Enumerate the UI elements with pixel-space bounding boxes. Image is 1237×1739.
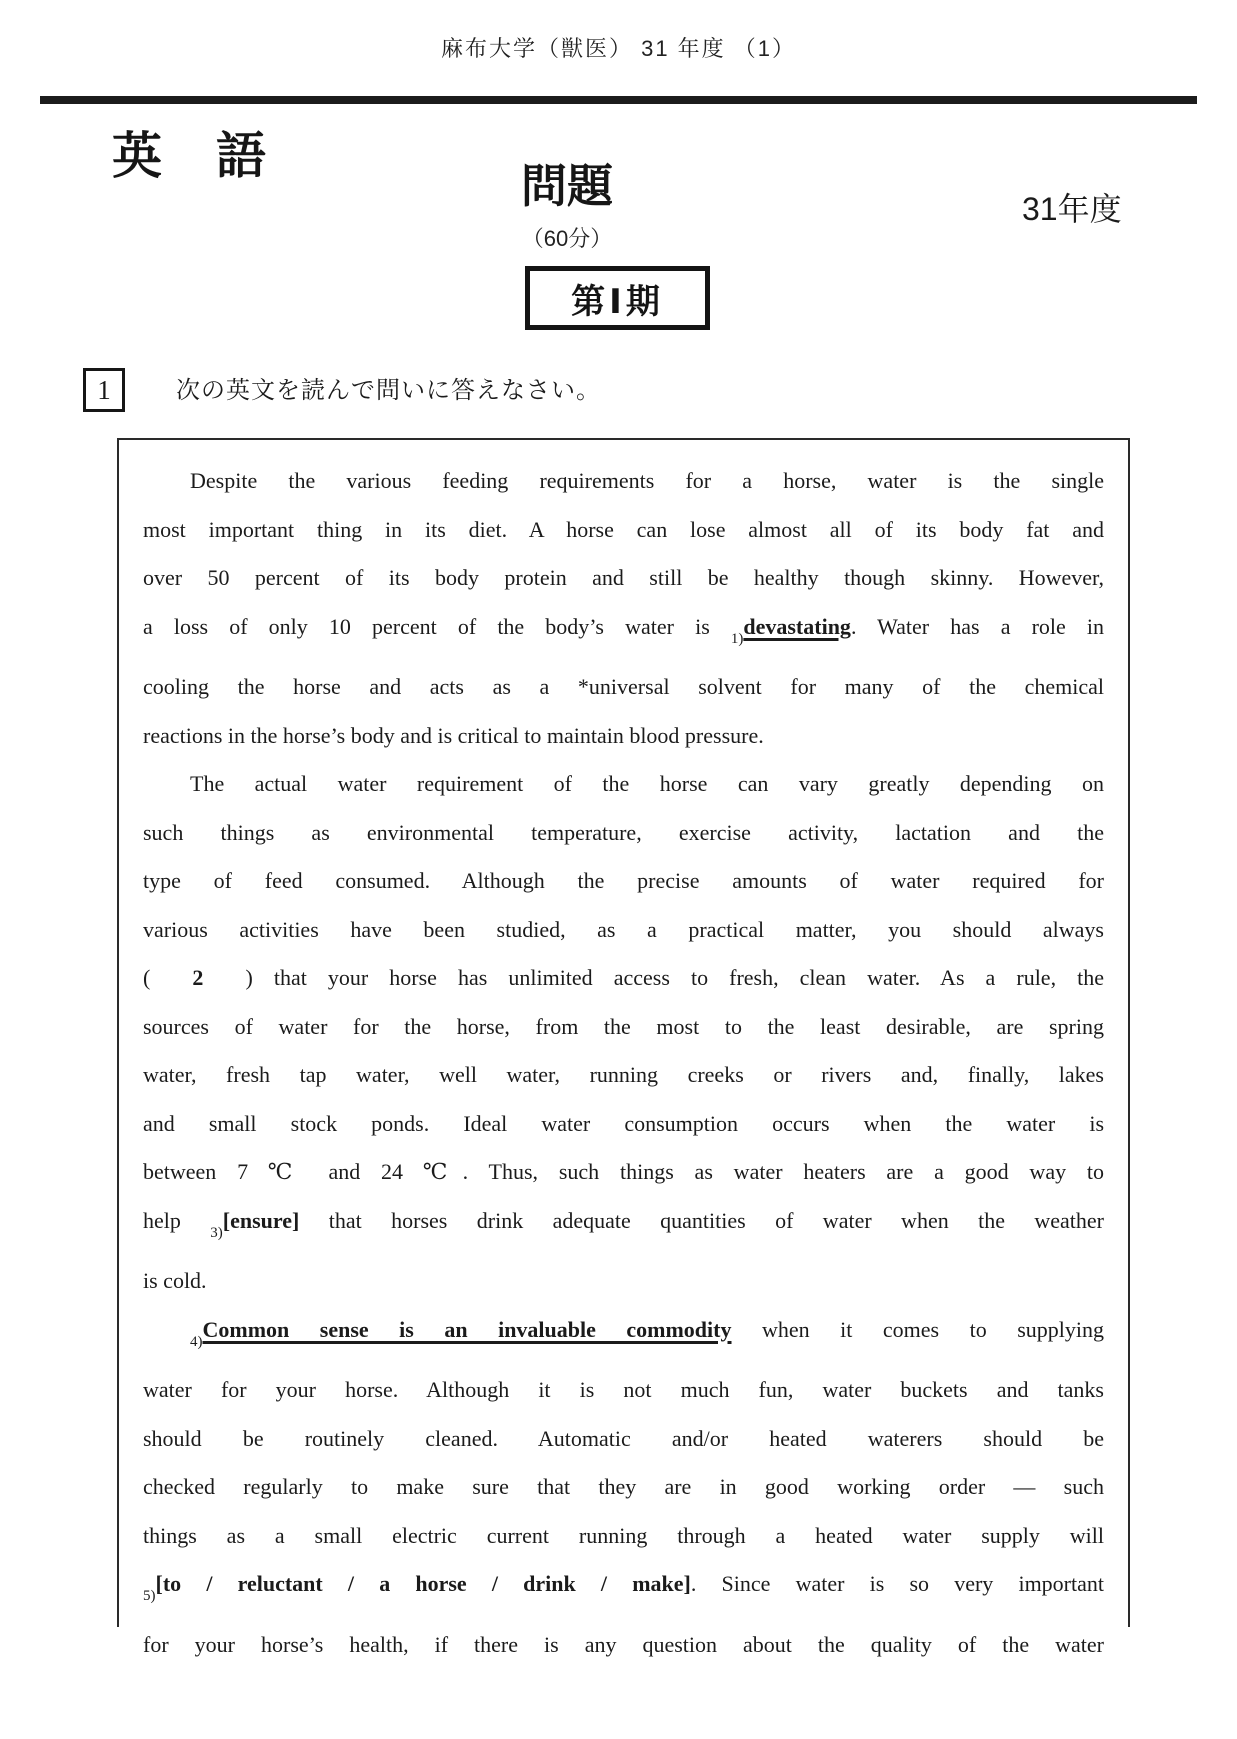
passage-run: between 7 ℃ and 24 ℃. Thus, such things as water heaters are a good way to	[143, 1159, 1104, 1184]
passage-line	[143, 809, 1104, 858]
passage-run: most important thing in its diet. A horse can lose almost all of its body fat and	[143, 516, 1104, 542]
passage-run: such things as environmental temperature, exercise activity, lactation and the	[143, 819, 1104, 845]
passage-run: when it comes to supplying	[731, 1316, 1104, 1342]
passage-run: water, fresh tap water, well water, running creeks or rivers and, finally, lakes	[143, 1062, 1104, 1087]
passage-run: The actual water requirement of the horse can vary greatly depending on	[190, 771, 1104, 796]
passage-line	[143, 1512, 1104, 1561]
passage-run: Common sense is an invaluable commodity	[202, 1316, 732, 1342]
passage-run: (	[143, 965, 193, 990]
passage-run: and small stock ponds. Ideal water consumption occurs when the water is	[143, 1110, 1104, 1136]
page-header-text: 麻布大学（獣医） 31 年度 （1）	[440, 36, 797, 61]
passage-run: Despite the various feeding requirements for a horse, water is the single	[190, 468, 1104, 493]
passage-line	[143, 1560, 1104, 1621]
passage-run: a loss of only 10 percent of the body’s water is	[143, 613, 731, 639]
passage-run: [to / reluctant / a horse / drink / make]	[155, 1571, 691, 1596]
passage-run: devastating	[743, 613, 851, 639]
term-label: 第Ⅰ期	[571, 282, 664, 321]
question-number-box	[83, 368, 125, 412]
passage-line	[143, 554, 1104, 603]
passage-line	[143, 457, 1104, 506]
passage-line	[143, 906, 1104, 955]
question-number: 1	[97, 374, 111, 405]
passage-line	[143, 1463, 1104, 1512]
passage-run: ) that your horse has unlimited access to fresh, clean water. As a rule, the	[203, 965, 1104, 990]
passage-line	[143, 663, 1104, 712]
passage-run: over 50 percent of its body protein and still be healthy though skinny. However,	[143, 565, 1104, 590]
passage-line	[143, 1621, 1104, 1670]
passage-run: [ensure]	[222, 1207, 300, 1233]
passage-run: is cold.	[143, 1268, 207, 1293]
subject-title: 英 語	[112, 128, 268, 184]
passage-marker: 5)	[143, 1588, 156, 1604]
passage-run: . Since water is so very important	[690, 1571, 1104, 1596]
passage-run: 2	[192, 965, 204, 990]
passage-line	[143, 1003, 1104, 1052]
passage-run: water for your horse. Although it is not much fun, water buckets and tanks	[143, 1377, 1104, 1402]
passage-run: checked regularly to make sure that they are in good working order — such	[143, 1474, 1104, 1499]
passage-line	[143, 506, 1104, 555]
passage-line	[143, 857, 1104, 906]
passage-run: type of feed consumed. Although the precise amounts of water required for	[143, 868, 1104, 893]
passage-line	[143, 1051, 1104, 1100]
passage-line	[143, 603, 1104, 664]
term-box	[525, 266, 710, 330]
passage-marker: 1)	[730, 630, 744, 647]
passage-line	[143, 954, 1104, 1003]
header-rule	[40, 96, 1197, 104]
passage-line	[143, 760, 1104, 809]
passage-run: sources of water for the horse, from the most to the least desirable, are spring	[143, 1013, 1104, 1039]
passage-marker: 4)	[190, 1333, 203, 1350]
passage-run: for your horse’s health, if there is any question about the quality of the water	[143, 1631, 1104, 1657]
exam-year: 31年度	[1022, 191, 1122, 227]
passage-run: should be routinely cleaned. Automatic and/or heated waterers should be	[143, 1425, 1104, 1451]
passage-run: that horses drink adequate quantities of water when the weather	[299, 1207, 1104, 1233]
passage-line	[143, 1366, 1104, 1415]
passage-line	[143, 712, 1104, 761]
passage-run: reactions in the horse’s body and is critical to maintain blood pressure.	[143, 722, 764, 748]
exam-duration: （60分）	[521, 226, 613, 251]
passage-box	[117, 438, 1130, 1657]
passage-marker: 3)	[210, 1224, 223, 1241]
passage-run: various activities have been studied, as a practical matter, you should always	[143, 916, 1104, 942]
passage-line	[143, 1148, 1104, 1197]
passage-line	[143, 1415, 1104, 1464]
question-instruction: 次の英文を読んで問いに答えなさい。	[176, 378, 601, 404]
passage-run: cooling the horse and acts as a *universal solvent for many of the chemical	[143, 674, 1104, 699]
passage-line	[143, 1197, 1104, 1258]
passage-line	[143, 1100, 1104, 1149]
exam-title: 問題	[521, 160, 613, 212]
passage-line	[143, 1257, 1104, 1306]
passage-line	[143, 1306, 1104, 1367]
passage-run: help	[143, 1207, 211, 1233]
passage-run: things as a small electric current running through a heated water supply will	[143, 1522, 1104, 1548]
passage-run: . Water has a role in	[850, 613, 1105, 639]
